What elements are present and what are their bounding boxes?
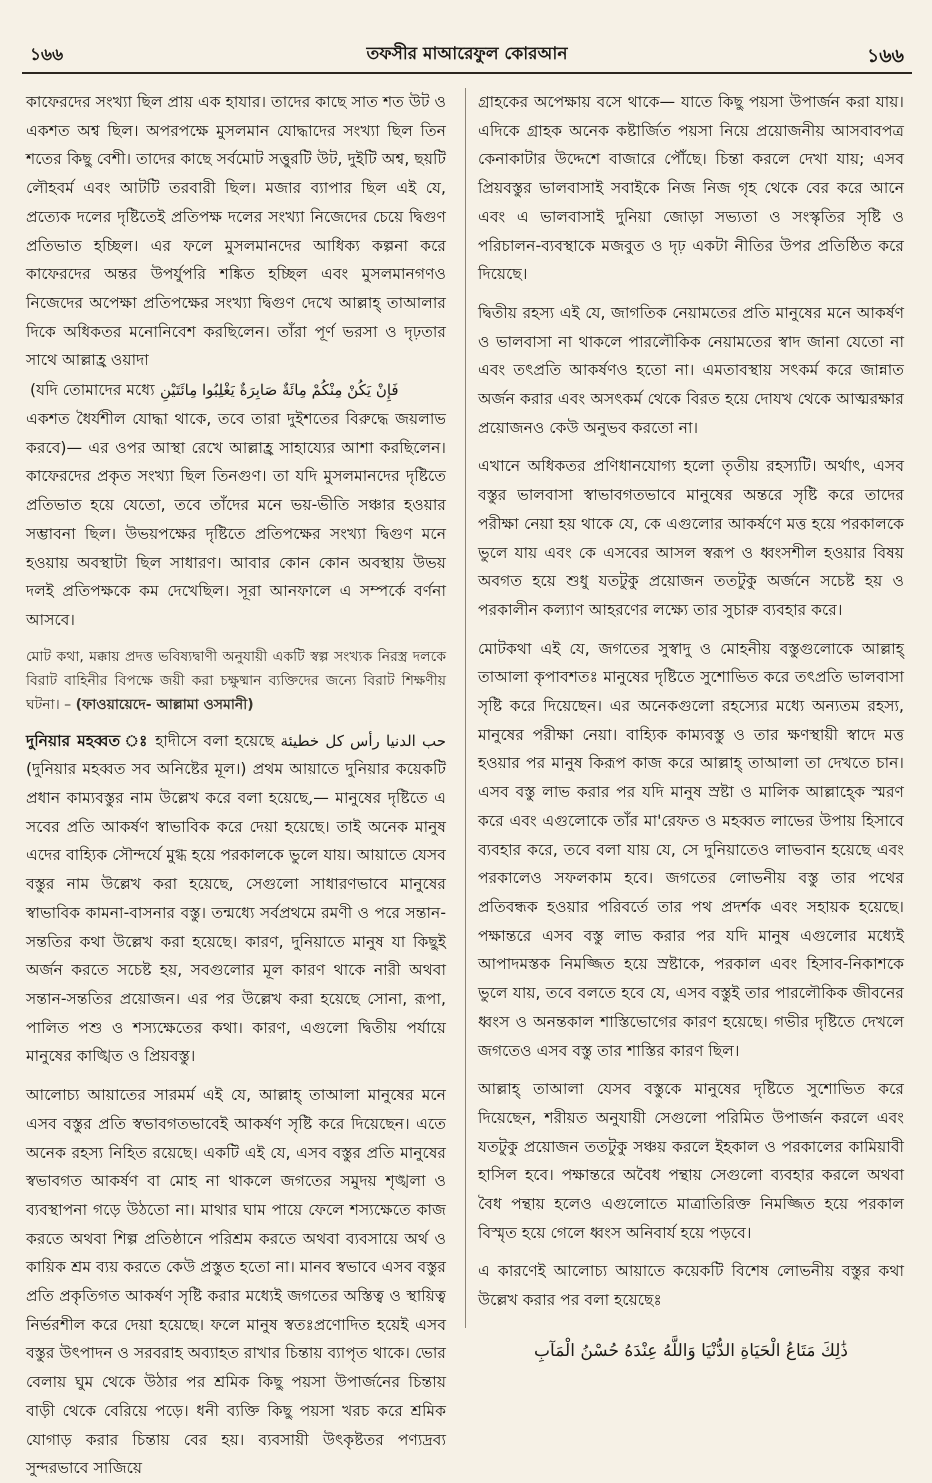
right-paragraph-3 xyxy=(478,452,904,624)
quran-verse-block: ذَٰلِكَ مَتَاعُ الْحَيَاةِ الدُّنْيَا وَاللَّهُ عِنْدَهُ حُسْنُ الْمَآبِ xyxy=(534,1340,848,1361)
left-paragraph-1-continued xyxy=(26,405,446,635)
running-title: তফসীর মাআরেফুল কোরআন xyxy=(366,44,568,64)
left-paragraph-3-text: (দুনিয়ার মহব্বত সব অনিষ্টের মূল।) প্রথম আয়াতে দুনিয়ার কয়েকটি প্রধান কাম্যবস্তুর নাম উল্লেখ করে বলা হয়েছে,— মানুষের দৃষ্টিতে এ সবের প্রতি আকর্ষণ স্বাভাবিক করে দেয়া হয়েছে। তাই অনেক মানুষ এদের বাহ্যিক সৌন্দর্যে মুগ্ধ হয়ে পরকালকে ভুলে যায়। আয়াতে যেসব বস্তুর নাম উল্লেখ করা হয়েছে, সেগুলো সাধারণভাবে মানুষের স্বাভাবিক কামনা-বাসনার বস্তু। তন্মধ্যে সর্বপ্রথমে রমণী ও পরে সন্তান-সন্ততির কথা উল্লেখ করা হয়েছে। কারণ, দুনিয়াতে মানুষ যা কিছুই অর্জন করতে সচেষ্ট হয়, সবগুলোর মূল কারণ থাকে নারী অথবা সন্তান-সন্ততির প্রয়োজন। এর পর উল্লেখ করা হয়েছে সোনা, রূপা, পালিত পশু ও শস্যক্ষেতের কথা। কারণ, এগুলো দ্বিতীয় পর্যায়ে মানুষের কাঙ্খিত ও প্রিয়বস্তু। xyxy=(26,760,446,1066)
source-citation: (ফাওয়ায়েদে- আল্লামা ওসমানী) xyxy=(75,696,254,713)
right-paragraph-4 xyxy=(478,635,904,1066)
right-paragraph-3-text: এখানে অধিকতর প্রণিধানযোগ্য হলো তৃতীয় রহস্যটি। অর্থাৎ, এসব বস্তুর ভালবাসা স্বাভাবগতভাবে মানুষের অন্তরে সৃষ্টি করে তাদের পরীক্ষা নেয়া হয় থাকে যে, কে এগুলোর আকর্ষণে মত্ত হয়ে পরকালকে ভুলে যায় এবং কে এসবের আসল স্বরূপ ও ধ্বংসশীল হওয়ার বিষয় অবগত হয়ে শুধু যতটুকু প্রয়োজন ততটুকু অর্জনে সচেষ্ট হয় ও পরকালীন কল্যাণ আহরণের লক্ষ্যে তার সুচারু ব্যবহার করে। xyxy=(478,457,904,619)
page-number-left: ১৬৬ xyxy=(30,45,64,65)
right-paragraph-2 xyxy=(478,299,904,443)
right-column xyxy=(478,88,904,1361)
left-paragraph-2 xyxy=(26,645,446,717)
left-paragraph-3 xyxy=(26,727,446,1071)
left-paragraph-2-text: মোট কথা, মক্কায় প্রদত্ত ভবিষ্যদ্বাণী অনুযায়ী একটি স্বল্প সংখ্যক নিরস্ত্র দলকে বিরাট বাহিনীর বিপক্ষে জয়ী করা চক্ষুষ্মান ব্যক্তিদের জন্যে বিরাট শিক্ষণীয় ঘটনা। – xyxy=(26,648,446,713)
right-paragraph-5-text: আল্লাহ্ তাআলা যেসব বস্তুকে মানুষের দৃষ্টিতে সুশোভিত করে দিয়েছেন, শরীয়ত অনুযায়ী সেগুলো পরিমিত উপার্জন করলে এবং যতটুকু প্রয়োজন ততটুকু সঞ্চয় করলে ইহকাল ও পরকালের কামিয়াবী হাসিল হবে। পক্ষান্তরে অবৈধ পন্থায় সেগুলো ব্যবহার করলে অথবা বৈধ পন্থায় হলেও এগুলোতে মাত্রাতিরিক্ত নিমজ্জিত হয়ে পরকাল বিস্মৃত হয়ে গেলে ধ্বংস অনিবার্য হয়ে পড়বে। xyxy=(478,1080,904,1242)
left-paragraph-3-lead: হাদীসে বলা হয়েছে xyxy=(155,731,275,750)
right-paragraph-4-text: মোটকথা এই যে, জগতের সুস্বাদু ও মোহনীয় বস্তুগুলোকে আল্লাহ্ তাআলা কৃপাবশতঃ মানুষের দৃষ্টিতে সুশোভিত করে তৎপ্রতি ভালবাসা সৃষ্টি করে দিয়েছেন। এর অনেকগুলো রহস্যের মধ্যে অন্যতম রহস্য, মানুষের পরীক্ষা নেয়া। বাহ্যিক কাম্যবস্তু ও তার ক্ষণস্থায়ী স্বাদে মত্ত হওয়ার পর মানুষ কিরূপ কাজ করে আল্লাহ্ তাআলা তা দেখতে চান। এসব বস্তু লাভ করার পর যদি মানুষ স্রষ্টা ও মালিক আল্লাহ্কে স্মরণ করে এবং এগুলোকে তাঁর মা'রেফত ও মহব্বত লাভের উপায় হিসাবে ব্যবহার করে, তবে বলা যায় যে, সে দুনিয়াতেও লাভবান হয়েছে এবং পরকালেও সফলকাম হবে। জগতের লোভনীয় বস্তু তার পথের প্রতিবন্ধক হওয়ার পরিবর্তে তার পথ প্রদর্শক এবং সহায়ক হয়েছে। পক্ষান্তরে এসব বস্তু লাভ করার পর যদি মানুষ এগুলোর মধ্যেই আপাদমস্তক নিমজ্জিত হয়ে স্রষ্টাকে, পরকাল এবং হিসাব-নিকাশকে ভুলে যায়, তবে বলতে হবে যে, এসব বস্তুই তার পারলৌকিক জীবনের ধ্বংস ও অনন্তকাল শাস্তিভোগের কারণ হয়েছে। গভীর দৃষ্টিতে দেখলে জগতেও এসব বস্তু তার শাস্তির কারণ ছিল। xyxy=(478,639,904,1060)
right-paragraph-1 xyxy=(478,88,904,289)
right-paragraph-6 xyxy=(478,1257,904,1314)
left-paragraph-1-text: কাফেরদের সংখ্যা ছিল প্রায় এক হাযার। তাদের কাছে সাত শত উট ও একশত অশ্ব ছিল। অপরপক্ষে মুসলমান যোদ্ধাদের সংখ্যা ছিল তিন শতের কিছু বেশী। তাদের কাছে সর্বমোট সত্তুরটি উট, দুইটি অশ্ব, ছয়টি লৌহবর্ম এবং আটটি তরবারী ছিল। মজার ব্যাপার ছিল এই যে, প্রত্যেক দলের দৃষ্টিতেই প্রতিপক্ষ দলের সংখ্যা নিজেদের চেয়ে দ্বিগুণ প্রতিভাত হচ্ছিল। এর ফলে মুসলমানদের আধিক্য কল্পনা করে কাফেরদের অন্তর উপর্যুপরি শঙ্কিত হচ্ছিল এবং মুসলমানগণও নিজেদের অপেক্ষা প্রতিপক্ষের সংখ্যা দ্বিগুণ দেখে আল্লাহ্ তাআলার দিকে অধিকতর মনোনিবেশ করছিলেন। তাঁরা পূর্ণ ভরসা ও দৃঢ়তার সাথে আল্লাহ্র ওয়াদা xyxy=(26,93,446,370)
left-arabic-verse-tail: (যদি তোমাদের মধ্যে xyxy=(30,381,155,400)
left-column xyxy=(26,88,447,1478)
right-paragraph-5 xyxy=(478,1075,904,1247)
right-paragraph-1-text: গ্রাহকের অপেক্ষায় বসে থাকে— যাতে কিছু পয়সা উপার্জন করা যায়। এদিকে গ্রাহক অনেক কষ্টার্জিত পয়সা নিয়ে প্রয়োজনীয় আসবাবপত্র কেনাকাটার উদ্দেশে বাজারে পৌঁছে। চিন্তা করলে দেখা যায়; এসব প্রিয়বস্তুর ভালবাসাই সবাইকে নিজ নিজ গৃহ থেকে বের করে আনে এবং এ ভালবাসাই দুনিয়া জোড়া সভ্যতা ও সংস্কৃতির সৃষ্টি ও পরিচালন-ব্যবস্থাকে মজবুত ও দৃঢ় একটা নীতির উপর প্রতিষ্ঠিত করে দিয়েছে। xyxy=(478,93,904,284)
left-paragraph-4-text: আলোচ্য আয়াতের সারমর্ম এই যে, আল্লাহ্ তাআলা মানুষের মনে এসব বস্তুর প্রতি স্বভাবগতভাবেই আকর্ষণ সৃষ্টি করে দিয়েছেন। এতে অনেক রহস্য নিহিত রয়েছে। একটি এই যে, এসব বস্তুর প্রতি মানুষের স্বভাবগত আকর্ষণ বা মোহ না থাকলে জগতের সমুদয় শৃঙ্খলা ও ব্যবস্থাপনা গড়ে উঠতো না। মাথার ঘাম পায়ে ফেলে শস্যক্ষেতে কাজ করতে অথবা শিল্প প্রতিষ্ঠানে পরিশ্রম করতে অথবা ব্যবসায়ে অর্থ ও কায়িক শ্রম ব্যয় করতে কেউ প্রস্তুত হতো না। মানব স্বভাবে এসব বস্তুর প্রতি প্রকৃতিগত আকর্ষণ সৃষ্টি করার মধ্যেই জগতের অস্তিত্ব ও স্থায়িত্ব নির্ভরশীল করে দেয়া হয়েছে। ফলে মানুষ স্বতঃপ্রণোদিত হয়েই এসব বস্তুর উৎপাদন ও সরবরাহ অব্যাহত রাখার চিন্তায় ব্যাপৃত থাকে। ভোর বেলায় ঘুম থেকে উঠার পর শ্রমিক কিছু পয়সা উপার্জনের চিন্তায় বাড়ী থেকে বেরিয়ে পড়ে। ধনী ব্যক্তি কিছু পয়সা খরচ করে শ্রমিক যোগাড় করার চিন্তায় বের হয়। ব্যবসায়ী উৎকৃষ্টতর পণ্যদ্রব্য সুন্দরভাবে সাজিয়ে xyxy=(26,1086,446,1478)
left-paragraph-4 xyxy=(26,1081,446,1483)
column-divider xyxy=(465,88,466,1328)
page-header xyxy=(22,38,912,74)
hadith-arabic: حب الدنيا رأس كل خطيئة xyxy=(280,731,447,750)
right-paragraph-6-text: এ কারণেই আলোচ্য আয়াতে কয়েকটি বিশেষ লোভনীয় বস্তুর কথা উল্লেখ করার পর বলা হয়েছেঃ xyxy=(478,1262,904,1310)
section-heading-world-love: দুনিয়ার মহব্বত ঃ xyxy=(26,731,149,750)
left-arabic-verse-line xyxy=(26,375,446,405)
right-paragraph-2-text: দ্বিতীয় রহস্য এই যে, জাগতিক নেয়ামতের প্রতি মানুষের মনে আকর্ষণ ও ভালবাসা না থাকলে পারলৌকিক নেয়ামতের স্বাদ জানা যেতো না এবং তৎপ্রতি আকর্ষণও হতো না। এমতাবস্থায় সৎকর্ম করে জান্নাত অর্জন করার এবং অসৎকর্ম থেকে বিরত হয়ে দোযখ থেকে আত্মরক্ষার প্রয়োজনও কেউ অনুভব করতো না। xyxy=(478,303,904,437)
left-paragraph-1 xyxy=(26,88,446,375)
left-paragraph-1-continued-text: একশত ধৈর্যশীল যোদ্ধা থাকে, তবে তারা দুইশতের বিরুদ্ধে জয়লাভ করবে)— এর ওপর আস্থা রেখে আল্লাহ্র সাহায্যের আশা করছিলেন। কাফেরদের প্রকৃত সংখ্যা ছিল তিনগুণ। তা যদি মুসলমানদের দৃষ্টিতে প্রতিভাত হয়ে যেতো, তবে তাঁদের মনে ভয়-ভীতি সঞ্চার হওয়ার সম্ভাবনা ছিল। উভয়পক্ষের দৃষ্টিতে প্রতিপক্ষের সংখ্যা দ্বিগুণ মনে হওয়ায় অবস্থাটা ছিল সাধারণ। আবার কোন কোন অবস্থায় উভয় দলই প্রতিপক্ষকে কম দেখেছিল। সূরা আনফালে এ সম্পর্কে বর্ণনা আসবে। xyxy=(26,410,446,629)
page-number-right: ১৬৬ xyxy=(866,45,904,67)
quran-verse-inline: فَإِنْ يَكُنْ مِنْكُمْ مِائَةٌ صَابِرَةٌ يَغْلِبُوا مِائَتَيْنِ xyxy=(160,381,399,400)
